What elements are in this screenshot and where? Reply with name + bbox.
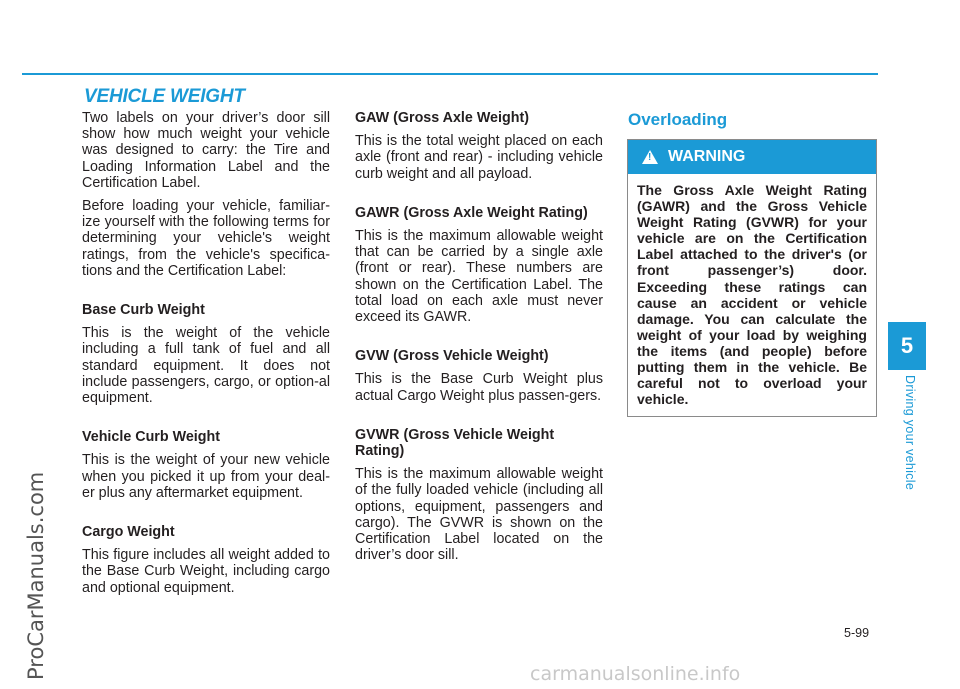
site-watermark: ProCarManuals.com	[24, 471, 48, 680]
intro-paragraph: Two labels on your driver’s door sill show how much weight your vehicle was designed to carry: the Tire and Loading Information Label and the Certification Label.	[82, 110, 330, 191]
overloading-heading: Overloading	[628, 110, 728, 129]
warning-triangle-icon	[642, 150, 658, 164]
term-definition: This figure includes all weight added to the Base Curb Weight, including cargo and optional equipment.	[82, 547, 330, 596]
warning-header	[628, 140, 876, 174]
warning-box	[627, 139, 877, 417]
term-definition: This is the maximum allowable weight that can be carried by a single axle (front or rear). These numbers are shown on the Certification Label. The total load on each axle must never exceed its GAWR.	[355, 228, 603, 326]
term-heading: Cargo Weight	[82, 524, 175, 541]
term-heading: GAW (Gross Axle Weight)	[355, 110, 529, 126]
chapter-caption: Driving your vehicle	[903, 375, 917, 491]
footer-watermark: carmanualsonline.info	[530, 663, 741, 685]
term-definition: This is the maximum allowable weight of the fully loaded vehicle (including all options, equipment, passengers and cargo). The GVWR is shown on the Certification Label located on the driver’s door sill.	[355, 466, 603, 564]
column-2	[355, 110, 603, 570]
term-heading: GVWR (Gross Vehicle Weight Rating)	[355, 426, 555, 460]
term-definition: This is the weight of the vehicle including a full tank of fuel and all standard equipment. It does not include passengers, cargo, or option-al equipment.	[82, 325, 330, 407]
warning-title: WARNING	[668, 148, 746, 165]
page-number: 5-99	[844, 626, 870, 640]
column-1	[82, 110, 330, 603]
term-heading: Base Curb Weight	[82, 302, 205, 319]
header-rule	[22, 73, 878, 75]
term-definition: This is the Base Curb Weight plus actual Cargo Weight plus passen-gers.	[355, 371, 603, 404]
term-heading: GVW (Gross Vehicle Weight)	[355, 348, 549, 365]
term-heading: GAWR (Gross Axle Weight Rating)	[355, 204, 588, 221]
section-title: VEHICLE WEIGHT	[84, 86, 245, 107]
warning-text: The Gross Axle Weight Rating (GAWR) and the Gross Vehicle Weight Rating (GVWR) for your vehicle are on the Certification Label attached to the driver's (or front passenger’s) door. Exceeding these ratings can cause an accident or vehicle damage. You can calculate the weight of your load by weighing the items (and people) before putting them in the vehicle. Be careful not to overload your vehicle.	[637, 182, 867, 408]
chapter-tab: 5	[888, 322, 926, 370]
term-heading: Vehicle Curb Weight	[82, 429, 220, 446]
intro-paragraph: Before loading your vehicle, familiar-ize yourself with the following terms for determining your vehicle's weight ratings, from the vehicle's specifica-tions and the Certification Label:	[82, 198, 330, 279]
term-definition: This is the total weight placed on each axle (front and rear) - including vehicle curb weight and all payload.	[355, 133, 603, 182]
term-definition: This is the weight of your new vehicle when you picked it up from your deal-er plus any aftermarket equipment.	[82, 452, 330, 501]
